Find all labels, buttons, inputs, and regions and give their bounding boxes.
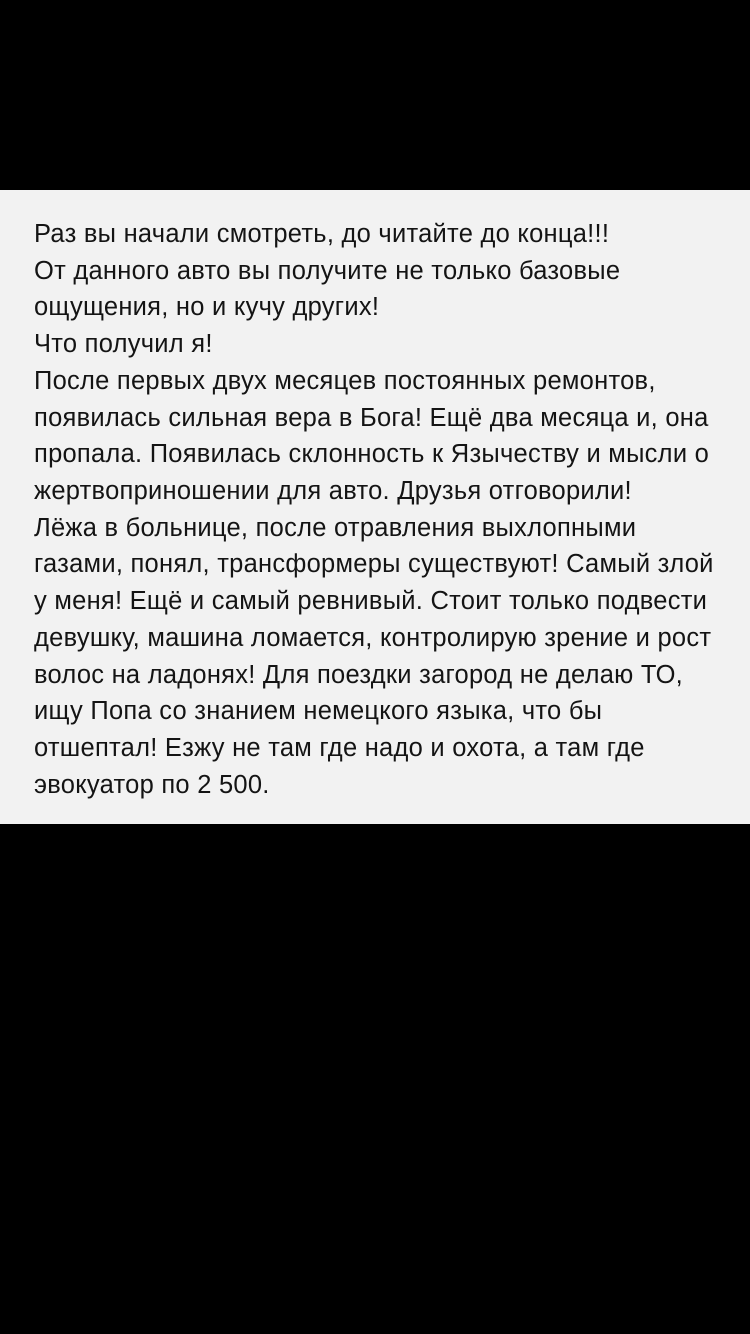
bottom-letterbox-bar [0,824,750,1334]
paragraph-3: Что получил я! [34,330,213,359]
paragraph-5: Лёжа в больнице, после отравления выхлопными газами, понял, трансформеры существуют! Самый злой у меня! Ещё и самый ревнивый. Стоит только подвести девушку, машина ломается, контролирую зрение и рост волос на ладонях! Для поездки загород не делаю ТО, ищу Попа со знанием немецкого языка, что бы отшептал! Езжу не там где надо и охота, а там где эвокуатор по 2 500. [34,513,722,799]
paragraph-2: От данного авто вы получите не только базовые ощущения, но и кучу других! [34,256,628,322]
paragraph-4: После первых двух месяцев постоянных ремонтов, появилась сильная вера в Бога! Ещё два месяца и, она пропала. Появилась склонность к Язычеству и мысли о жертвоприношении для авто. Друзья отговорили! [34,366,717,506]
text-card [0,190,750,824]
top-letterbox-bar [0,0,750,190]
paragraph-1: Раз вы начали смотреть, до читайте до конца!!! [34,220,610,248]
